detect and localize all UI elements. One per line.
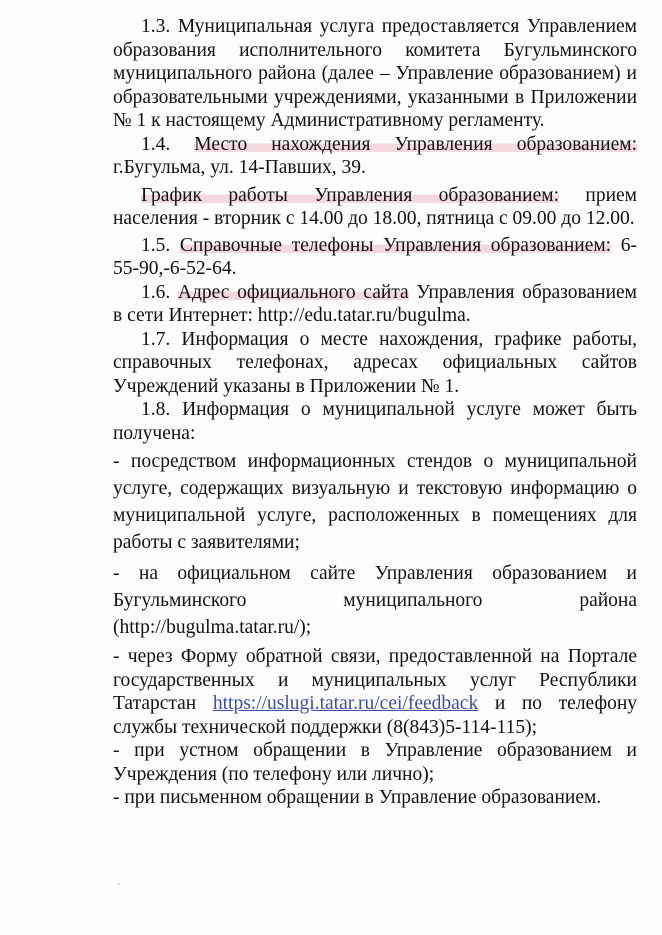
highlighted-schedule-label: График работы Управления образованием:	[141, 184, 559, 206]
schedule-text: прием населения - вторник с 14.00 до 18.00, пятница с 09.00 до 12.00.	[113, 184, 638, 229]
highlighted-location-label: Место нахождения Управления образованием:	[194, 133, 637, 155]
info-sources-list	[113, 448, 637, 810]
page-speck	[118, 883, 120, 885]
paragraph-1-6	[113, 281, 637, 328]
paragraph-1-7: 1.7. Информация о месте нахождения, графике работы, справочных телефонах, адресах официальных сайтов Учреждений указаны в Приложении № 1.	[113, 328, 637, 397]
list-item-feedback-form	[113, 645, 637, 739]
paragraph-1-5-number: 1.5.	[141, 234, 171, 256]
paragraph-1-5	[113, 234, 637, 281]
website-text: Управления образованием в сети Интернет: http://edu.tatar.ru/bugulma.	[113, 281, 637, 326]
paragraph-1-4	[113, 133, 637, 180]
paragraph-1-4-number: 1.4.	[141, 133, 171, 155]
paragraph-1-6-number: 1.6.	[141, 281, 171, 303]
feedback-link[interactable]: https://uslugi.tatar.ru/cei/feedback	[212, 693, 479, 714]
paragraph-1-8: 1.8. Информация о муниципальной услуге может быть получена:	[113, 399, 637, 444]
list-item-official-site: - на официальном сайте Управления образованием и Бугульминского муниципального района (http://bugulma.tatar.ru/);	[113, 563, 637, 638]
paragraph-1-3: 1.3. Муниципальная услуга предоставляется Управлением образования исполнительного комитета Бугульминского муниципального района (далее – Управление образованием) и образовательными учреждениями, указанными в Приложении № 1 к настоящему Административному регламенту.	[113, 16, 637, 131]
list-item-written-request: - при письменном обращении в Управление образованием.	[113, 787, 602, 808]
list-item-stands: - посредством информационных стендов о муниципальной услуге, содержащих визуальную и текстовую информацию о муниципальной услуге, расположенных в помещениях для работы с заявителями;	[113, 451, 637, 553]
feedback-text-after: и по телефону службы технической поддержки (8(843)5-114-115);	[113, 693, 638, 738]
feedback-text-before: - через Форму обратной связи, предоставленной на Портале государственных и муниципальных услуг Республики Татарстан	[113, 646, 637, 714]
document-body	[113, 15, 637, 810]
highlighted-website-label: Адрес официального сайта	[177, 281, 409, 303]
highlighted-phones-label: Справочные телефоны Управления образованием:	[179, 234, 612, 256]
list-item-oral-request: - при устном обращении в Управление образованием и Учреждения (по телефону или лично);	[113, 740, 637, 785]
paragraph-schedule	[113, 184, 637, 231]
location-address: г.Бугульма, ул. 14-Павших, 39.	[113, 157, 366, 178]
phone-numbers: 6-55-90,-6-52-64.	[113, 234, 637, 279]
